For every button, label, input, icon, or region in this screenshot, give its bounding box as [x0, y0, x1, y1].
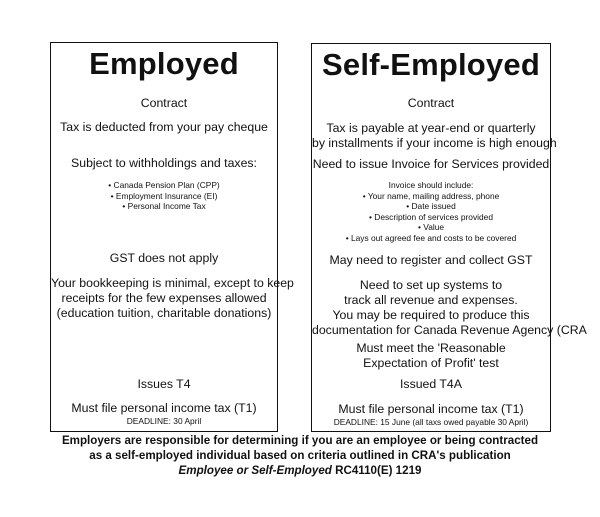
systems-line: documentation for Canada Revenue Agency (CRA: [312, 323, 587, 337]
self-employed-panel: [311, 43, 587, 432]
list-item: Invoice should include:: [388, 180, 474, 190]
list-item: • Employment Insurance (EI): [110, 190, 218, 201]
invoice-items-list: [312, 180, 550, 244]
self-employed-gst: May need to register and collect GST: [329, 253, 533, 267]
bookkeeping-line: (education tuition, charitable donations): [56, 306, 272, 320]
tax-line: by installments if your income is high enough: [312, 136, 557, 150]
self-employed-systems: [312, 278, 587, 338]
list-item: • Date issued: [406, 201, 456, 212]
profit-test-line: Must meet the 'Reasonable: [356, 341, 506, 355]
systems-line: track all revenue and expenses.: [344, 293, 518, 307]
publication-title: Employee or Self-Employed: [178, 464, 332, 477]
profit-test-line: Expectation of Profit' test: [363, 356, 499, 370]
publication-code: RC4110(E) 1219: [331, 464, 422, 477]
employed-issues: Issues T4: [137, 377, 191, 391]
employed-tax-line: Tax is deducted from your pay cheque: [60, 120, 268, 134]
self-employed-title: Self-Employed: [322, 47, 540, 82]
list-item: • Value: [417, 222, 445, 233]
list-item: • Personal Income Tax: [122, 201, 206, 212]
bookkeeping-line: receipts for the few expenses allowed: [61, 291, 267, 305]
systems-line: You may be required to produce this: [332, 308, 530, 322]
footer-publication: [0, 464, 600, 477]
employed-panel: [50, 42, 294, 432]
list-item: • Canada Pension Plan (CPP): [108, 180, 220, 190]
self-employed-contract: Contract: [407, 96, 455, 110]
tax-line: Tax is payable at year-end or quarterly: [326, 121, 536, 135]
footer-line-2: as a self-employed individual based on criteria outlined in CRA's publication: [89, 449, 511, 462]
employed-bookkeeping: [51, 276, 294, 321]
list-item: • Your name, mailing address, phone: [362, 190, 500, 201]
self-employed-tax-lines: [312, 121, 557, 151]
self-employed-invoice-need: Need to issue Invoice for Services provided: [312, 157, 550, 171]
bookkeeping-line: Your bookkeeping is minimal, except to keep: [51, 276, 294, 290]
employed-title: Employed: [89, 46, 239, 81]
employed-withholding-list: [51, 180, 277, 212]
employed-contract: Contract: [140, 96, 188, 110]
self-employed-issued: Issued T4A: [400, 377, 462, 391]
employed-gst: GST does not apply: [109, 251, 219, 265]
list-item: • Description of services provided: [369, 211, 493, 222]
self-employed-deadline: DEADLINE: 15 June (all taxs owed payable 30 April): [333, 417, 529, 427]
systems-line: Need to set up systems to: [359, 278, 503, 292]
footer-line-1: Employers are responsible for determining if you are an employee or being contracted: [61, 434, 539, 447]
self-employed-profit-test: [312, 341, 550, 371]
self-employed-file-tax: Must file personal income tax (T1): [338, 402, 524, 416]
list-item: • Lays out agreed fee and costs to be covered: [345, 232, 517, 243]
employed-file-tax: Must file personal income tax (T1): [71, 401, 257, 415]
employed-deadline: DEADLINE: 30 April: [126, 416, 202, 426]
employed-withholding-heading: Subject to withholdings and taxes:: [71, 156, 257, 170]
